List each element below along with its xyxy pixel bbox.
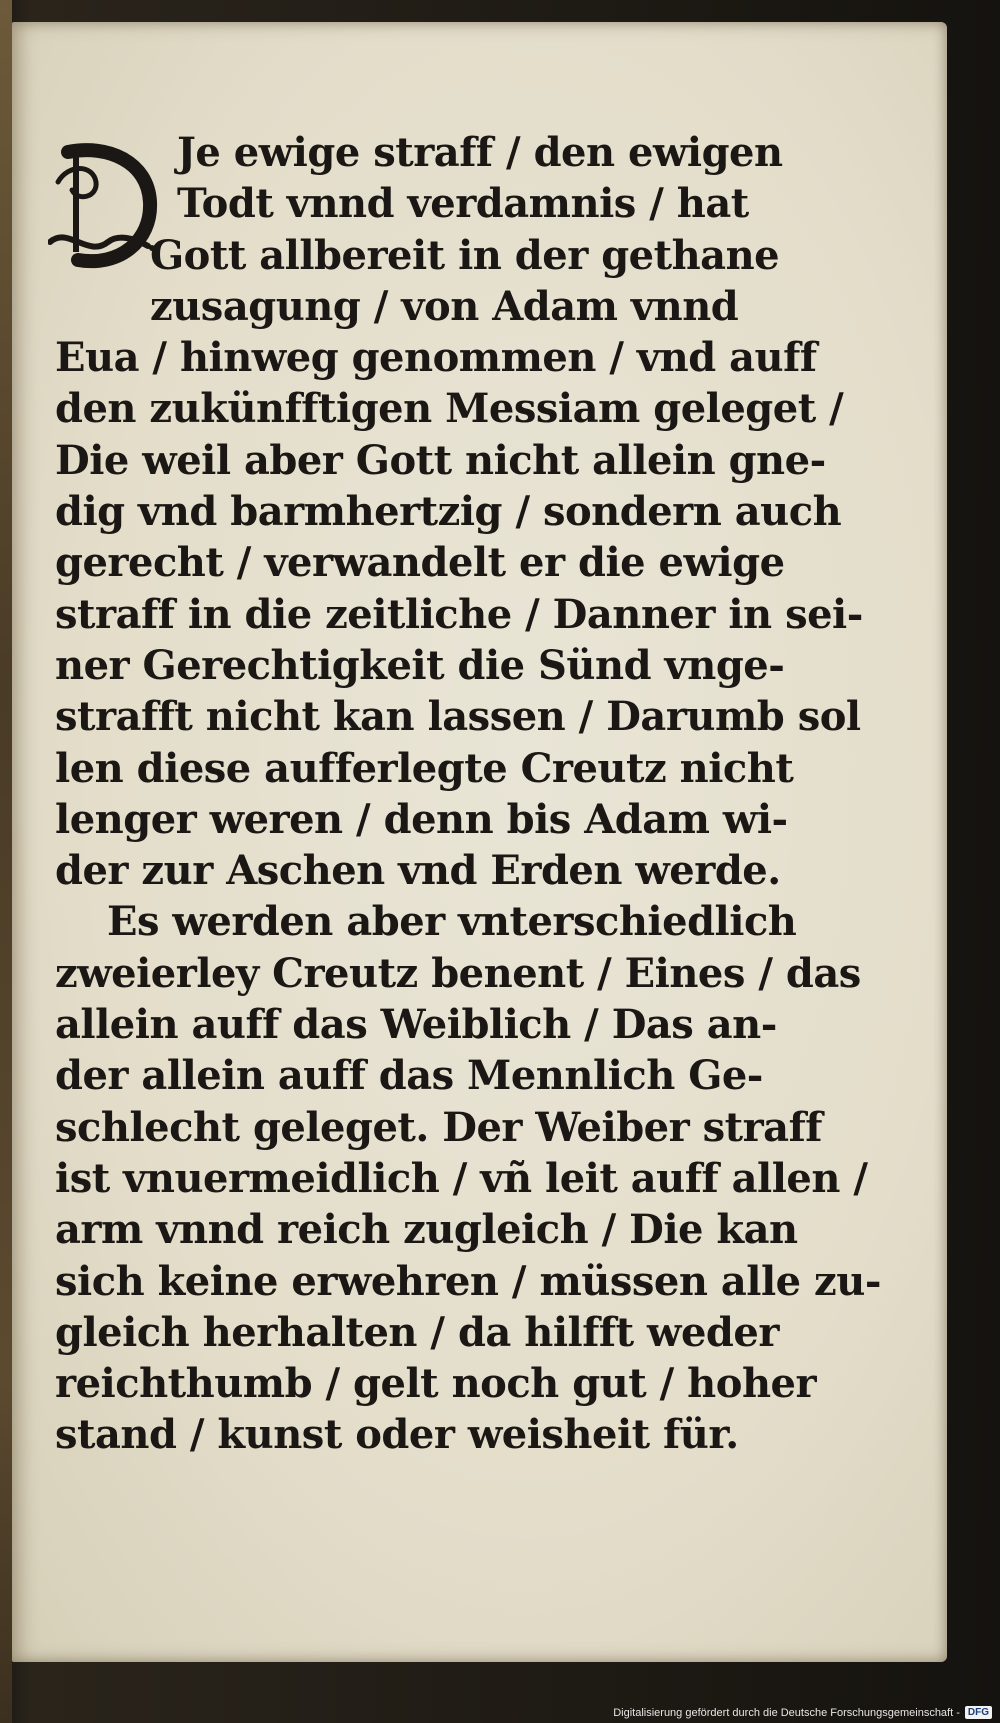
text-line: arm vnnd reich zugleich / Die kan	[55, 1206, 798, 1254]
text-line: den zukünfftigen Messiam geleget /	[55, 385, 844, 433]
text-line: Eua / hinweg genommen / vnd auff	[55, 334, 817, 382]
dfg-logo-icon: DFG	[965, 1706, 992, 1719]
book-spine	[0, 0, 12, 1723]
text-line: dig vnd barmhertzig / sondern auch	[55, 488, 842, 536]
text-line: Gott allbereit in der gethane	[150, 231, 780, 279]
page-text	[55, 127, 881, 1461]
text-line: zweierley Creutz benent / Eines / das	[55, 949, 861, 997]
text-line: der allein auff das Mennlich Ge-	[55, 1052, 763, 1100]
text-line: sich keine erwehren / müssen alle zu-	[55, 1257, 881, 1305]
text-line: stand / kunst oder weisheit für.	[55, 1411, 739, 1459]
text-line: allein auff das Weiblich / Das an-	[55, 1001, 777, 1049]
text-line: ner Gerechtigkeit die Sünd vnge-	[55, 641, 785, 689]
text-line: reichthumb / gelt noch gut / hoher	[55, 1360, 817, 1408]
text-line: len diese aufferlegte Creutz nicht	[55, 744, 794, 792]
text-line: schlecht geleget. Der Weiber straff	[55, 1103, 823, 1151]
book-page	[12, 22, 947, 1662]
text-line: strafft nicht kan lassen / Darumb sol	[55, 693, 861, 741]
credit-text: Digitalisierung gefördert durch die Deutsche Forschungsgemeinschaft -	[613, 1706, 960, 1719]
text-line: Es werden aber vnterschiedlich	[107, 898, 797, 946]
text-line: Je ewige straff / den ewigen	[177, 129, 783, 176]
text-line: straff in die zeitliche / Danner in sei-	[55, 590, 863, 638]
digitization-credit	[613, 1706, 992, 1719]
text-line: zusagung / von Adam vnnd	[150, 282, 739, 330]
text-line: Die weil aber Gott nicht allein gne-	[55, 436, 826, 484]
text-line: gerecht / verwandelt er die ewige	[55, 539, 785, 587]
text-line: gleich herhalten / da hilfft weder	[55, 1308, 779, 1356]
text-line: ist vnuermeidlich / vñ leit auff allen /	[55, 1154, 868, 1202]
text-line: Todt vnnd verdamnis / hat	[177, 180, 749, 228]
text-line: lenger weren / denn bis Adam wi-	[55, 795, 788, 843]
text-line: der zur Aschen vnd Erden werde.	[55, 847, 781, 895]
